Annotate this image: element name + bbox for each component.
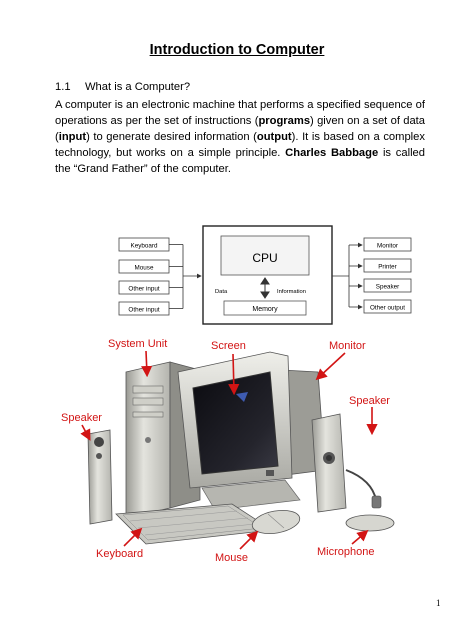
left-speaker [88,430,112,524]
paragraph-text: is called the “Grand Father” of the computer. [55,147,426,175]
paragraph-text: ) given on a set of data ( [55,115,425,143]
arrow-monitor [318,353,345,378]
page-number: 1 [436,598,441,608]
data-label: Data [215,289,228,295]
output-label-other: Other output [369,304,406,312]
arrow-speaker-left [82,425,89,438]
cpu-label: CPU [252,251,278,265]
arrow-microphone [352,532,366,544]
label-screen: Screen [211,340,246,352]
input-label-keyboard: Keyboard [130,242,158,250]
paragraph-text: ) to generate desired information ( [86,131,257,143]
microphone [346,470,394,531]
label-monitor: Monitor [329,340,366,352]
label-system-unit: System Unit [108,338,168,350]
label-speaker-right: Speaker [349,395,390,407]
paragraph-text: ). It is based on a complex technology, but works on a simple principle. [55,131,425,159]
section-title: What is a Computer? [85,81,191,93]
input-label-other-1: Other input [128,285,160,293]
right-speaker [312,414,346,512]
label-mouse: Mouse [215,552,249,564]
crt-monitor [178,352,325,510]
memory-label: Memory [252,306,278,313]
input-label-other-2: Other input [128,306,160,314]
arrow-keyboard [124,530,140,546]
term-input: input [58,131,87,143]
label-microphone: Microphone [317,546,375,558]
label-keyboard: Keyboard [96,548,144,560]
arrow-mouse [240,533,256,549]
term-output: output [256,131,292,143]
section-number: 1.1 [55,81,71,93]
information-label: Information [277,289,306,295]
arrow-screen [233,354,234,392]
mouse [250,507,301,537]
arrow-system-unit [146,351,147,374]
paragraph-text: A computer is an electronic machine that performs a specified sequence of operations as per the set of instructions ( [55,99,425,127]
label-speaker-left: Speaker [61,412,102,424]
output-label-speaker: Speaker [375,283,400,291]
output-label-printer: Printer [378,263,397,271]
input-label-mouse: Mouse [134,264,154,272]
term-programs: programs [258,115,311,127]
page-title: Introduction to Computer [149,42,325,58]
term-charles-babbage: Charles Babbage [285,147,379,159]
output-label-monitor: Monitor [377,242,398,250]
